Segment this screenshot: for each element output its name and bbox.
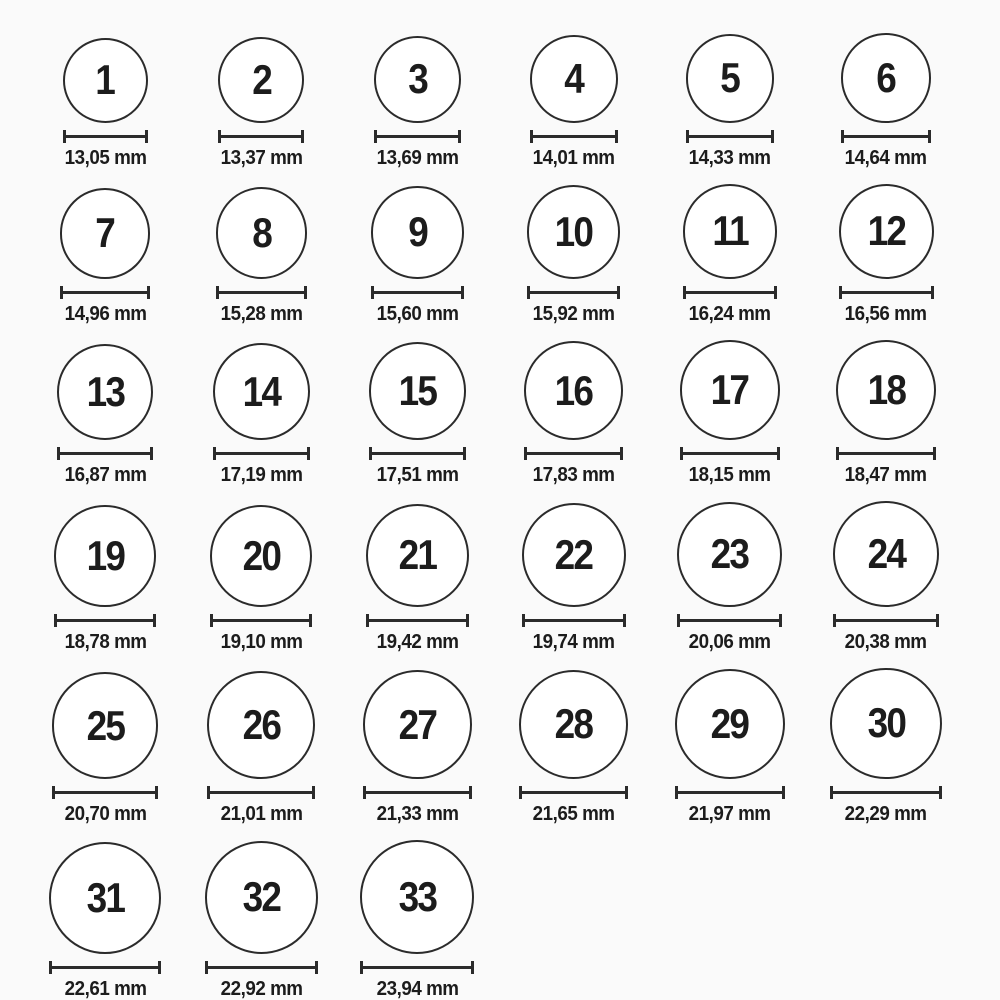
diameter-measure-line [218,130,304,143]
diameter-measure-line [371,286,463,299]
ring-circle [833,501,939,607]
ring-size-number: 2 [251,55,271,103]
ring-circle [680,340,780,440]
diameter-label: 15,28 mm [220,302,303,325]
ring-circle [519,670,628,779]
ring-size-number: 9 [408,208,427,256]
ring-circle [207,671,315,779]
ring-size-row [27,340,1000,487]
diameter-measure-line [366,614,469,627]
ring-size-item [27,505,183,653]
ring-size-number: 14 [242,367,281,415]
ring-size-number: 10 [554,207,593,255]
diameter-label: 20,06 mm [688,630,771,653]
ring-size-item [496,341,652,487]
ring-size-item [496,670,652,826]
diameter-label: 19,74 mm [532,630,615,653]
diameter-label: 22,92 mm [220,978,303,1000]
diameter-label: 17,83 mm [532,463,615,486]
ring-size-number: 31 [86,873,124,921]
ring-size-number: 1 [95,56,115,104]
diameter-measure-line [54,614,155,627]
ring-circle [839,184,934,279]
ring-size-number: 20 [242,531,281,579]
diameter-label: 19,42 mm [376,630,459,653]
diameter-measure-line [677,614,782,627]
ring-size-row [27,33,1000,170]
ring-size-number: 11 [712,207,748,255]
ring-size-item [339,36,495,170]
ring-circle [683,184,777,278]
diameter-measure-line [833,614,939,627]
diameter-label: 16,56 mm [845,302,927,325]
diameter-label: 20,38 mm [845,630,927,653]
diameter-measure-line [680,447,780,460]
ring-size-number: 8 [251,208,271,256]
ring-circle [213,343,310,440]
diameter-measure-line [360,961,474,974]
ring-size-number: 3 [408,55,427,103]
diameter-label: 21,65 mm [532,803,615,826]
diameter-measure-line [60,286,150,299]
ring-circle [49,842,161,954]
diameter-label: 21,33 mm [376,803,459,826]
diameter-label: 22,29 mm [845,803,927,826]
diameter-measure-line [683,286,777,299]
ring-size-number: 18 [867,365,905,413]
ring-size-item [339,186,495,325]
diameter-measure-line [519,786,628,799]
diameter-measure-line [841,130,931,143]
ring-size-number: 13 [86,367,124,415]
ring-size-number: 16 [554,366,593,414]
diameter-measure-line [205,961,318,974]
ring-circle [686,34,775,123]
ring-size-item [27,672,183,826]
ring-size-item [27,38,183,170]
ring-circle [675,669,785,779]
diameter-label: 21,01 mm [220,803,303,826]
ring-circle [54,505,155,606]
ring-size-number: 4 [564,54,584,102]
ring-size-item [652,669,808,826]
ring-circle [677,502,782,607]
diameter-label: 18,47 mm [845,463,927,486]
ring-size-item [183,841,339,1000]
diameter-label: 13,37 mm [220,146,303,169]
diameter-label: 13,69 mm [376,146,459,169]
ring-size-item [808,340,964,487]
ring-circle [836,340,936,440]
ring-size-number: 23 [711,530,749,578]
ring-size-row [27,184,1000,326]
ring-circle [360,840,474,954]
ring-circle [830,668,941,779]
ring-size-number: 25 [86,701,124,749]
ring-size-item [652,502,808,654]
ring-size-row [27,668,1000,826]
ring-size-number: 30 [867,699,905,747]
diameter-label: 15,92 mm [532,302,615,325]
ring-size-number: 33 [398,873,437,921]
diameter-label: 18,15 mm [688,463,771,486]
ring-circle [52,672,159,779]
diameter-measure-line [210,614,312,627]
ring-size-item [496,35,652,170]
ring-circle [218,37,304,123]
ring-size-item [339,840,495,1000]
ring-circle [366,504,469,607]
ring-circle [841,33,931,123]
ring-size-item [27,842,183,1000]
ring-circle [374,36,461,123]
diameter-measure-line [527,286,620,299]
ring-size-item [808,184,964,326]
diameter-label: 13,05 mm [64,146,147,169]
diameter-measure-line [216,286,307,299]
ring-size-item [808,668,964,826]
ring-size-item [652,184,808,325]
ring-circle [210,505,312,607]
ring-size-item [652,340,808,487]
diameter-label: 19,10 mm [220,630,303,653]
diameter-measure-line [830,786,941,799]
diameter-measure-line [836,447,936,460]
ring-size-item [339,670,495,826]
ring-size-number: 19 [86,532,124,580]
diameter-measure-line [49,961,161,974]
diameter-label: 14,64 mm [845,146,927,169]
diameter-measure-line [524,447,623,460]
ring-circle [524,341,623,440]
diameter-measure-line [213,447,310,460]
diameter-label: 14,96 mm [64,302,147,325]
ring-size-number: 5 [720,54,740,102]
diameter-measure-line [363,786,472,799]
ring-size-number: 28 [554,700,593,748]
ring-size-item [183,505,339,654]
ring-size-row [27,840,1000,1000]
diameter-measure-line [839,286,934,299]
diameter-measure-line [207,786,315,799]
ring-size-number: 22 [554,530,593,578]
diameter-measure-line [675,786,785,799]
diameter-label: 22,61 mm [64,978,147,1000]
ring-size-item [27,344,183,487]
diameter-measure-line [63,130,148,143]
ring-size-number: 12 [867,207,905,255]
diameter-label: 17,51 mm [376,463,459,486]
diameter-measure-line [530,130,618,143]
ring-size-row [27,501,1000,654]
ring-size-number: 15 [398,367,437,415]
ring-size-number: 32 [242,873,281,921]
diameter-measure-line [686,130,775,143]
ring-size-item [183,671,339,826]
diameter-measure-line [57,447,153,460]
ring-size-item [808,33,964,170]
ring-circle [527,185,620,278]
diameter-label: 17,19 mm [220,463,303,486]
ring-size-number: 27 [398,700,437,748]
ring-size-number: 17 [711,366,749,414]
diameter-measure-line [374,130,461,143]
ring-size-item [183,37,339,170]
ring-circle [363,670,472,779]
ring-size-item [652,34,808,170]
ring-circle [60,188,150,278]
ring-circle [369,342,467,440]
diameter-label: 16,24 mm [688,302,771,325]
ring-circle [522,503,626,607]
ring-size-item [183,187,339,325]
ring-circle [530,35,618,123]
ring-size-item [339,342,495,487]
ring-size-item [496,503,652,654]
diameter-label: 14,33 mm [688,146,771,169]
diameter-label: 21,97 mm [688,803,771,826]
ring-size-number: 7 [95,209,115,257]
ring-circle [63,38,148,123]
ring-circle [216,187,307,278]
ring-circle [57,344,153,440]
ring-size-item [27,188,183,325]
diameter-measure-line [369,447,467,460]
ring-size-number: 6 [876,53,896,101]
ring-size-item [808,501,964,654]
diameter-label: 20,70 mm [64,803,147,826]
ring-size-item [183,343,339,487]
ring-size-number: 24 [867,529,905,577]
ring-size-number: 21 [398,531,437,579]
ring-size-number: 26 [242,701,281,749]
ring-size-item [496,185,652,325]
diameter-label: 18,78 mm [64,630,147,653]
diameter-label: 16,87 mm [64,463,147,486]
diameter-measure-line [522,614,626,627]
diameter-label: 14,01 mm [532,146,615,169]
ring-circle [371,186,463,278]
diameter-label: 15,60 mm [376,302,459,325]
ring-circle [205,841,318,954]
ring-size-item [339,504,495,654]
diameter-measure-line [52,786,159,799]
diameter-label: 23,94 mm [376,978,459,1000]
ring-size-number: 29 [711,699,749,747]
